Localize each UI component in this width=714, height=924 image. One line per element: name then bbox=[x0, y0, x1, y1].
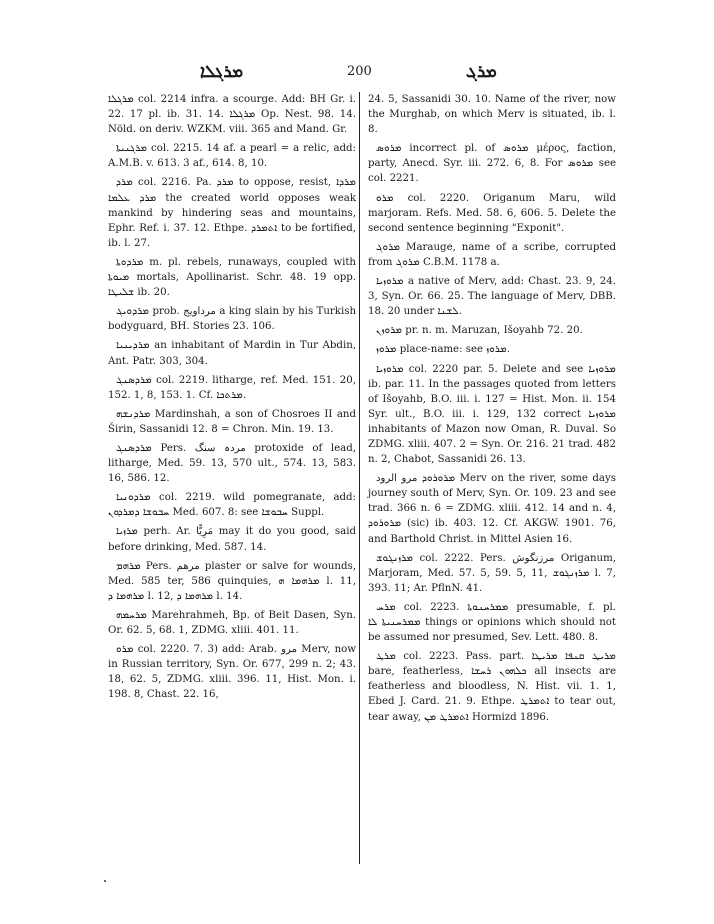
dictionary-entry: ܡܪܗܡ Pers. مرهم plaster or salve for wounds, Med. 585 ter, 586 quinquies, ܡܪܗܡܐ ܗ l. 11, ܡܪܗܡܐ ܕ l. 12, ܡܪܗܡܐ ܕ l. 14. bbox=[108, 560, 356, 602]
header-headword-left: ܡܪܓܠܐ bbox=[200, 62, 244, 82]
running-header bbox=[0, 62, 714, 86]
right-column bbox=[368, 92, 616, 729]
dictionary-entry: ܡܪܕܣܢܓ col. 2219. litharge, ref. Med. 151. 20, 152. 1, 8, 153. 1. Cf. ܡܪܬܟܐ. bbox=[108, 374, 356, 401]
dictionary-entry: ܡܪܕܘܬܐ m. pl. rebels, runaways, coupled with ܡܝܘܬܐ mortals, Apollinarist. Schr. 48. 19 opp. ܫܠܝܛܐ ib. 20. bbox=[108, 256, 356, 299]
dictionary-entry: ܡܪܕܢܫܗ Mardinshah, a son of Chosroes II and Širin, Sassanidi 12. 8 = Chron. Min. 19. 13. bbox=[108, 408, 356, 435]
dictionary-entry: ܡܪܚ col. 2223. ܡܡܪܚܢܘܬܐ presumable, f. pl. ܡܡܪܚܢܝܬܐ ܠܐ things or opinions which should not be assumed nor presumed, Sev. Lett. 480. 8. bbox=[368, 601, 617, 644]
page-number: 200 bbox=[347, 64, 372, 79]
dictionary-entry: ܡܪܓܠܐ col. 2214 infra. a scourge. Add: BH Gr. i. 22. 17 pl. ib. 31. 14. ܡܪܓܠܐ Op. Nest. 98. 14. Nöld. on deriv. WZKM. viii. 365 and Mand. Gr. bbox=[108, 94, 356, 136]
dictionary-entry: ܡܪܘܣ incorrect pl. of ܡܪܘܣ μέρος, faction, party, Anecd. Syr. iii. 272. 6, 8. For ܡܪܘܣ see col. 2221. bbox=[368, 143, 617, 185]
dictionary-entry: ܡܪܘܓ Marauge, name of a scribe, corrupted from ܡܪܘܓ C.B.M. 1178 a. bbox=[368, 241, 616, 268]
left-column bbox=[108, 92, 356, 706]
dictionary-entry: ܡܪܘܪܘܕ مرو الرود Merv on the river, some days journey south of Merv, Syn. Or. 109. 23 and see trad. 366 n. 6 = ZDMG. xliii. 412. 14 and n. 4, ܡܪܘܪܘܕ (sic) ib. 403. 12. Cf. AKGW. 1901. 76, and Barthold Christ. in Mittel Asien 16. bbox=[368, 473, 616, 545]
dictionary-entry: ܡܪܘ col. 2220. Origanum Maru, wild marjoram. Refs. Med. 58. 6, 606. 5. Delete the second sentence beginning "Exponit". bbox=[368, 192, 616, 234]
dictionary-entry: ܡܪܘܙܝܐ a native of Merv, add: Chast. 23. 9, 24. 3, Syn. Or. 66. 25. The language of Merv, DBB. 18. 20 under ܠܫܢܐ. bbox=[368, 276, 616, 318]
dictionary-entry: ܡܪܕ col. 2216. Pa. ܡܪܕ to oppose, resist, ܡܪܕܐ ܡܪܕ ܥܠܡܐ the created world opposes weak mankind by hindering seas and mountains, Ephr. Ref. i. 37. 12. Ethpe. ܐܬܡܪܕ to be fortified, ib. l. 27. bbox=[108, 177, 356, 249]
dictionary-entry: ܡܪܓܢܝܬܐ col. 2215. 14 af. a pearl = a relic, add: A.M.B. v. 613. 3 af., 614. 8, 10. bbox=[108, 143, 356, 170]
dictionary-entry: ܡܪܙܝܐ perh. Ar. مَرِيًّا may it do you good, said before drinking, Med. 587. 14. bbox=[108, 526, 356, 553]
dictionary-entry: ܡܪܘ col. 2220. 7. 3) add: Arab. مرو Merv, now in Russian territory, Syn. Or. 677, 299 n. 2; 43. 18, 62. 5, ZDMG. xliii. 396. 11, Hist. Mon. i. 198. 8, Chast. 22. 16, bbox=[108, 644, 356, 701]
dictionary-entry: ܡܪܕܝܢܝܐ an inhabitant of Mardin in Tur Abdin, Ant. Patr. 303, 304. bbox=[108, 340, 356, 367]
dictionary-entry: ܡܪܕܣܢܓ Pers. مردہ سنگ protoxide of lead, litharge, Med. 59. 13, 570 ult., 574. 13, 583. 16, 586. 12. bbox=[108, 442, 356, 485]
dictionary-entry: ܡܪܘܙ place-name: see ܡܪܘܙ. bbox=[376, 344, 511, 356]
dictionary-entry: ܡܪܘܙܝܐ col. 2220 par. 5. Delete and see ܡܪܘܙܝܐ ib. par. 11. In the passages quoted from letters of Išoyahb, B.O. iii. i. 127 = Hist. Mon. ii. 154 Syr. ult., B.O. iii. i. 129, 132 correct ܡܪܘܙܝܐ inhabitants of Mazon now Oman, R. Duval. So ZDMG. xliii. 407. 2 = Syn. Or. 216. 21 trad. 482 n. 2, Chabot, Sassanidi 26. 13. bbox=[368, 363, 616, 466]
header-headword-right: ܡܪܓ bbox=[466, 62, 497, 82]
column-divider bbox=[359, 92, 360, 864]
page-speck bbox=[104, 880, 106, 882]
dictionary-entry: ܡܪܛ col. 2223. Pass. part. ܡܪܝܛ ܩܢܦܐ ܡܪܝܛܐ bare, featherless, ܟܠܗܘܢ ܪܚܫܐ all insects are featherless and bloodless, N. Hist. vii. 1. 1, Ebed J. Card. 21. 9. Ethpe. ܐܬܡܪܛ to tear out, tear away, ܐܬܡܪܛ ܡܢ Hormizd 1896. bbox=[368, 651, 617, 723]
dictionary-entry: 24. 5, Sassanidi 30. 10. Name of the river, now the Murghab, on which Merv is situated, ib. l. 8. bbox=[368, 94, 616, 136]
dictionary-entry: ܡܪܚܡܗ Marehrahmeh, Bp. of Beit Dasen, Syn. Or. 62. 5, 68. 1, ZDMG. xliii. 401. 11. bbox=[108, 609, 356, 636]
dictionary-entry: ܡܪܕܘܝܓ prob. مرداويج a king slain by his Turkish bodyguard, BH. Stories 23. 106. bbox=[108, 306, 356, 333]
dictionary-entry: ܡܪܘܙܢ pr. n. m. Maruzan, Išoyahb 72. 20. bbox=[376, 325, 583, 337]
dictionary-entry: ܡܪܙܢܓܘܫ col. 2222. Pers. مرزنگوش Origanum, Marjoram, Med. 57. 5, 59. 5, 11, ܡܪܙܢܓܘܫ l. 7, 393. 11; Ar. PflnN. 41. bbox=[368, 552, 616, 594]
dictionary-entry: ܡܪܕܘܢܝܐ col. 2219. wild pomegranate, add: ܚܒܘܫܐ ܕܡܪܕܘܢ Med. 607. 8: see ܚܒܘܫܐ Suppl. bbox=[108, 492, 356, 519]
